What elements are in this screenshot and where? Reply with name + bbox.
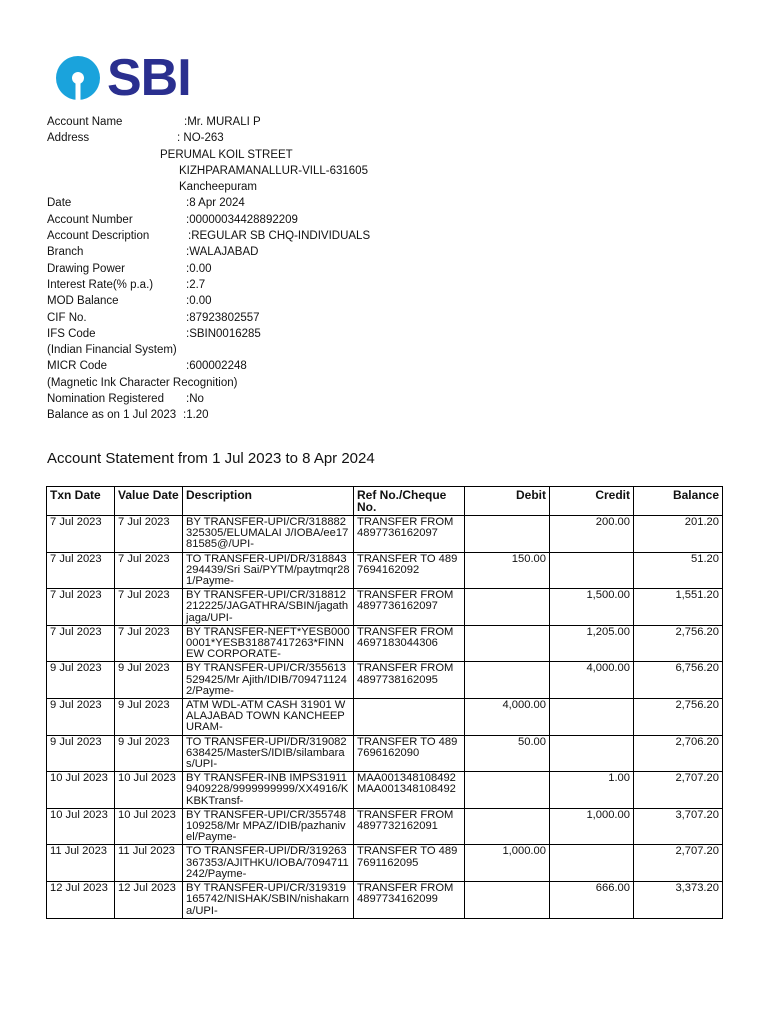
description-cell: BY TRANSFER-NEFT*YESB0000001*YESB31887417263*FINNEW CORPORATE-	[183, 625, 354, 662]
header-ref-no: Ref No./Cheque No.	[354, 487, 465, 516]
value-date-cell: 9 Jul 2023	[115, 735, 183, 772]
header-description: Description	[183, 487, 354, 516]
credit-cell: 1,500.00	[550, 589, 634, 626]
value-date-cell: 10 Jul 2023	[115, 808, 183, 845]
txn-date-cell: 9 Jul 2023	[47, 662, 115, 699]
value-date-cell: 7 Jul 2023	[115, 552, 183, 589]
credit-cell	[550, 699, 634, 736]
account-info-value: :Mr. MURALI P	[184, 116, 261, 128]
value-date-cell: 11 Jul 2023	[115, 845, 183, 882]
transactions-table	[46, 486, 723, 919]
table-row	[47, 516, 723, 553]
header-credit: Credit	[550, 487, 634, 516]
debit-cell: 1,000.00	[465, 845, 550, 882]
statement-title: Account Statement from 1 Jul 2023 to 8 Apr 2024	[47, 450, 375, 467]
account-info-label: CIF No.	[47, 311, 87, 324]
account-info-label: Nomination Registered	[47, 393, 164, 406]
ref-no-cell: TRANSFER FROM 4697183044306	[354, 625, 465, 662]
account-info-value: :0.00	[186, 295, 212, 308]
description-cell: TO TRANSFER-UPI/DR/318843294439/Sri Sai/PYTM/paytmqr281/Payme-	[183, 552, 354, 589]
value-date-cell: 7 Jul 2023	[115, 589, 183, 626]
account-info-value: PERUMAL KOIL STREET	[160, 148, 293, 161]
description-cell: BY TRANSFER-UPI/CR/355613529425/Mr Ajith/IDIB/7094711242/Payme-	[183, 662, 354, 699]
credit-cell: 200.00	[550, 516, 634, 553]
balance-cell: 6,756.20	[634, 662, 723, 699]
credit-cell: 1,000.00	[550, 808, 634, 845]
debit-cell: 4,000.00	[465, 699, 550, 736]
account-info-value: :00000034428892209	[186, 213, 298, 226]
balance-cell: 2,706.20	[634, 735, 723, 772]
txn-date-cell: 11 Jul 2023	[47, 845, 115, 882]
sbi-keyhole-logo-icon	[55, 55, 101, 101]
account-info-value: :87923802557	[186, 311, 260, 324]
description-cell: TO TRANSFER-UPI/DR/319082638425/MasterS/IDIB/silambaras/UPI-	[183, 735, 354, 772]
account-info-label: MICR Code	[47, 360, 108, 373]
balance-cell: 2,756.20	[634, 699, 723, 736]
value-date-cell: 9 Jul 2023	[115, 699, 183, 736]
txn-date-cell: 10 Jul 2023	[47, 772, 115, 809]
table-row	[47, 699, 723, 736]
balance-cell: 1,551.20	[634, 589, 723, 626]
credit-cell: 666.00	[550, 882, 634, 919]
credit-cell	[550, 845, 634, 882]
ref-no-cell: TRANSFER TO 4897696162090	[354, 735, 465, 772]
description-cell: BY TRANSFER-INB IMPS319119409228/9999999999/XX4916/KKBKTransf-	[183, 772, 354, 809]
credit-cell: 1,205.00	[550, 625, 634, 662]
ref-no-cell: TRANSFER FROM 4897738162095	[354, 662, 465, 699]
account-info-label: Interest Rate(% p.a.)	[47, 278, 154, 291]
table-row	[47, 882, 723, 919]
table-row	[47, 589, 723, 626]
ref-no-cell: TRANSFER TO 4897691162095	[354, 845, 465, 882]
account-info-value: :0.00	[186, 262, 212, 275]
account-info-value: :1.20	[183, 409, 209, 422]
description-cell: BY TRANSFER-UPI/CR/318812212225/JAGATHRA/SBIN/jagathjaga/UPI-	[183, 589, 354, 626]
account-info-label: Account Description	[47, 230, 150, 243]
balance-cell: 2,707.20	[634, 772, 723, 809]
txn-date-cell: 7 Jul 2023	[47, 552, 115, 589]
account-info-value: KIZHPARAMANALLUR-VILL-631605	[179, 164, 368, 177]
description-cell: BY TRANSFER-UPI/CR/355748109258/Mr MPAZ/IDIB/pazhanivel/Payme-	[183, 808, 354, 845]
value-date-cell: 10 Jul 2023	[115, 772, 183, 809]
credit-cell	[550, 735, 634, 772]
debit-cell: 150.00	[465, 552, 550, 589]
table-row	[47, 735, 723, 772]
description-cell: ATM WDL-ATM CASH 31901 WALAJABAD TOWN KANCHEEPURAM-	[183, 699, 354, 736]
account-info-label: (Indian Financial System)	[47, 344, 177, 357]
value-date-cell: 7 Jul 2023	[115, 625, 183, 662]
ref-no-cell: MAA001348108492 MAA001348108492	[354, 772, 465, 809]
txn-date-cell: 12 Jul 2023	[47, 882, 115, 919]
account-info-value: :600002248	[186, 360, 247, 373]
ref-no-cell: TRANSFER FROM 4897736162097	[354, 516, 465, 553]
txn-date-cell: 7 Jul 2023	[47, 625, 115, 662]
txn-date-cell: 7 Jul 2023	[47, 516, 115, 553]
ref-no-cell: TRANSFER FROM 4897734162099	[354, 882, 465, 919]
debit-cell	[465, 808, 550, 845]
debit-cell	[465, 516, 550, 553]
header-balance: Balance	[634, 487, 723, 516]
account-info-value: :2.7	[186, 278, 206, 291]
brand-name: SBI	[107, 49, 191, 107]
value-date-cell: 7 Jul 2023	[115, 516, 183, 553]
debit-cell	[465, 589, 550, 626]
ref-no-cell: TRANSFER FROM 4897732162091	[354, 808, 465, 845]
table-row	[47, 845, 723, 882]
balance-cell: 3,373.20	[634, 882, 723, 919]
table-header-row	[47, 487, 723, 516]
account-info-value: :SBIN0016285	[186, 327, 261, 340]
credit-cell	[550, 552, 634, 589]
header-debit: Debit	[465, 487, 550, 516]
txn-date-cell: 9 Jul 2023	[47, 735, 115, 772]
balance-cell: 201.20	[634, 516, 723, 553]
txn-date-cell: 7 Jul 2023	[47, 589, 115, 626]
debit-cell	[465, 772, 550, 809]
table-row	[47, 662, 723, 699]
account-info-value: :No	[186, 393, 204, 406]
account-info-value: :WALAJABAD	[186, 246, 259, 259]
account-info-value: :8 Apr 2024	[186, 197, 245, 210]
account-info-label: Drawing Power	[47, 262, 125, 275]
txn-date-cell: 10 Jul 2023	[47, 808, 115, 845]
description-cell: BY TRANSFER-UPI/CR/319319165742/NISHAK/SBIN/nishakarna/UPI-	[183, 882, 354, 919]
value-date-cell: 9 Jul 2023	[115, 662, 183, 699]
table-row	[47, 552, 723, 589]
account-info-label: MOD Balance	[47, 295, 119, 308]
ref-no-cell: TRANSFER TO 4897694162092	[354, 552, 465, 589]
sbi-logo	[55, 49, 191, 107]
table-row	[47, 808, 723, 845]
account-info-label: Balance as on 1 Jul 2023	[47, 409, 177, 422]
debit-cell	[465, 662, 550, 699]
account-info-label: Address	[47, 132, 90, 145]
value-date-cell: 12 Jul 2023	[115, 882, 183, 919]
header-value-date: Value Date	[115, 487, 183, 516]
account-info-value: : NO-263	[177, 132, 224, 145]
ref-no-cell	[354, 699, 465, 736]
balance-cell: 2,707.20	[634, 845, 723, 882]
debit-cell	[465, 882, 550, 919]
balance-cell: 3,707.20	[634, 808, 723, 845]
txn-date-cell: 9 Jul 2023	[47, 699, 115, 736]
balance-cell: 2,756.20	[634, 625, 723, 662]
balance-cell: 51.20	[634, 552, 723, 589]
credit-cell: 4,000.00	[550, 662, 634, 699]
description-cell: BY TRANSFER-UPI/CR/318882325305/ELUMALAI J/IOBA/ee1781585@/UPI-	[183, 516, 354, 553]
account-info-label: IFS Code	[47, 327, 96, 340]
account-info-label: (Magnetic Ink Character Recognition)	[47, 376, 238, 389]
debit-cell	[465, 625, 550, 662]
account-info-label: Date	[47, 197, 72, 210]
account-info-label: Branch	[47, 246, 84, 259]
description-cell: TO TRANSFER-UPI/DR/319263367353/AJITHKU/IOBA/7094711242/Payme-	[183, 845, 354, 882]
table-row	[47, 625, 723, 662]
account-info-value: :REGULAR SB CHQ-INDIVIDUALS	[188, 230, 371, 243]
account-info-label: Account Name	[47, 116, 123, 128]
debit-cell: 50.00	[465, 735, 550, 772]
account-info-label: Account Number	[47, 213, 133, 226]
header-txn-date: Txn Date	[47, 487, 115, 516]
table-row	[47, 772, 723, 809]
ref-no-cell: TRANSFER FROM 4897736162097	[354, 589, 465, 626]
credit-cell: 1.00	[550, 772, 634, 809]
account-info-value: Kancheepuram	[179, 181, 257, 194]
